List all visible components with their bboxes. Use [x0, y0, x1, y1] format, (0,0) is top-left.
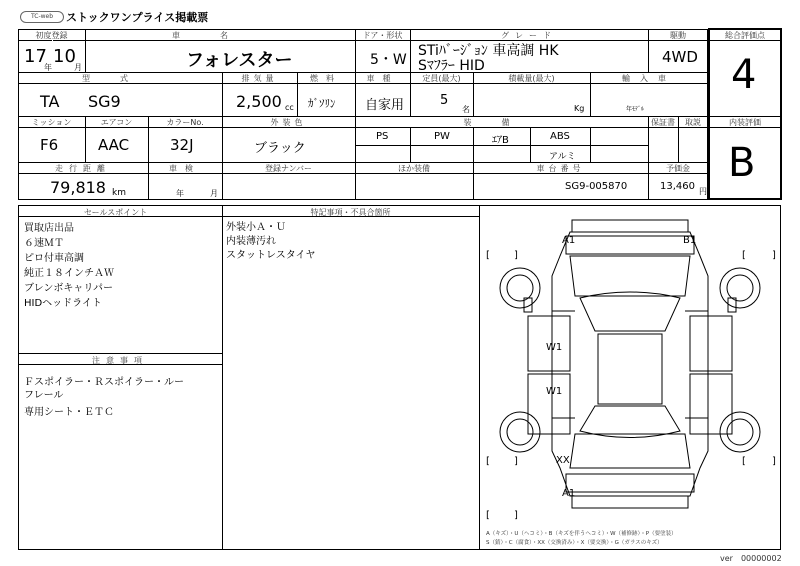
model: SG9	[88, 92, 121, 111]
grade-line2: Sﾏﾌﾗｰ HID	[418, 58, 485, 74]
label-aircon: エアコン	[100, 118, 133, 127]
capacity: 5	[440, 93, 449, 108]
list-item: ブレンボキャリパー	[24, 283, 114, 294]
list-item: HIDヘッドライト	[24, 298, 102, 309]
reg-month: 10	[53, 46, 76, 67]
logo-icon: TC-web	[20, 11, 64, 23]
bracket-close: ]	[514, 456, 518, 467]
equipment-ps: PS	[376, 131, 389, 142]
list-item: 外装小Ａ・Ｕ	[226, 222, 286, 233]
mission: F6	[40, 136, 59, 154]
label-chassis-no: 車台番号	[536, 164, 585, 173]
price: 13,460	[660, 181, 695, 192]
label-mission: ミッション	[31, 118, 72, 127]
label-drive: 駆動	[670, 31, 686, 40]
unit-km: km	[112, 188, 126, 198]
label-car-name: 車名	[172, 31, 268, 40]
damage-mark: A1	[562, 235, 576, 246]
overall-score: 4	[731, 52, 757, 98]
sales-points-list	[24, 221, 114, 311]
label-sales-points: セールスポイント	[84, 208, 148, 217]
car-name: フォレスター	[186, 50, 293, 71]
label-inspection: 車検	[169, 164, 201, 173]
grade-line1: STiﾊﾞｰｼﾞｮﾝ 車高調 HK	[418, 43, 559, 59]
bracket-open: [	[742, 456, 746, 467]
list-item: 純正１８インチＡＷ	[24, 268, 114, 279]
unit-inspection-year: 年	[176, 189, 184, 198]
bracket-open: [	[486, 510, 490, 521]
label-first-reg: 初度登録	[35, 31, 68, 40]
list-item: スタットレスタイヤ	[226, 250, 316, 261]
color-no: 32J	[170, 136, 194, 154]
label-vehicle-type: 車種	[366, 74, 399, 83]
list-item: ピロ付車高調	[24, 253, 84, 264]
ext-color: ブラック	[254, 141, 306, 156]
label-import: 輸入車	[622, 74, 676, 83]
label-color-no: カラーNo.	[166, 118, 204, 127]
bracket-close: ]	[514, 510, 518, 521]
bracket-close: ]	[772, 250, 776, 261]
bracket-open: [	[742, 250, 746, 261]
label-door-shape: ドア・形状	[362, 31, 403, 40]
unit-inspection-month: 月	[210, 189, 218, 198]
label-fuel: 燃料	[310, 74, 342, 83]
damage-mark: W1	[546, 342, 563, 353]
label-grade: グレード	[501, 31, 557, 40]
label-other-equipment: ほか装備	[398, 164, 430, 173]
damage-mark: B1	[683, 235, 697, 246]
reg-year: 17	[24, 46, 47, 67]
damage-mark: XX	[556, 455, 570, 466]
label-mileage: 走行距離	[55, 164, 111, 173]
aircon: AAC	[98, 136, 130, 154]
damage-mark: W1	[546, 386, 563, 397]
label-price: 予価金	[666, 164, 690, 173]
mileage: 79,818	[50, 178, 106, 197]
caution-notes-list	[24, 376, 184, 419]
unit-persons: 名	[462, 105, 470, 114]
label-special-notes: 特記事項・不具合箇所	[310, 208, 391, 217]
car-diagram	[480, 206, 780, 549]
equipment-abs: ABS	[550, 131, 570, 142]
label-interior-score: 内装評価	[729, 118, 761, 127]
label-load: 積載量(最大)	[508, 74, 555, 83]
list-item: フレール	[24, 390, 64, 401]
displacement: 2,500	[236, 92, 282, 111]
list-item: ６速ＭＴ	[24, 238, 64, 249]
chassis-no: SG9-005870	[565, 181, 628, 192]
legend-line2: S（錆）・C（腐食）・XX（交換済み）・X（要交換）・G（ガラスのキズ）	[486, 540, 663, 546]
label-warranty: 保証書	[651, 118, 675, 127]
label-manual: 取説	[685, 118, 701, 127]
label-capacity: 定員(最大)	[422, 74, 461, 83]
equipment-airbag: ｴｱB	[492, 135, 509, 146]
special-notes-list	[226, 221, 316, 263]
label-cautions: 注意事項	[92, 356, 148, 365]
fuel: ｶﾞｿﾘﾝ	[308, 97, 336, 110]
label-model: 型式	[82, 74, 158, 83]
bracket-open: [	[486, 250, 490, 261]
model-prefix: TA	[40, 92, 60, 111]
unit-kg: Kg	[574, 104, 585, 113]
page-title: ストックワンプライス掲載票	[66, 11, 209, 24]
bracket-close: ]	[772, 456, 776, 467]
equipment-alloy: アルミ	[549, 152, 576, 162]
drive: 4WD	[662, 48, 698, 66]
label-plate: 登録ナンバー	[264, 164, 313, 173]
label-ext-color: 外装色	[270, 118, 307, 127]
interior-score: B	[728, 140, 756, 186]
list-item: 専用シート・ＥＴＣ	[24, 407, 114, 418]
bracket-open: [	[486, 456, 490, 467]
list-item: Ｆスポイラー・Ｒスポイラー・ルー	[24, 377, 184, 388]
unit-year: 年	[44, 63, 52, 72]
equipment-pw: PW	[434, 131, 450, 142]
unit-month: 月	[74, 63, 82, 72]
unit-yen: 円	[699, 187, 707, 196]
unit-model-year: 年ﾓﾃﾞﾙ	[626, 106, 645, 113]
damage-mark: A1	[562, 488, 576, 499]
unit-cc: cc	[285, 103, 294, 112]
list-item: 内装薄汚れ	[226, 236, 276, 247]
legend-line1: A（キズ）・U（ヘコミ）・B（キズを伴うヘコミ）・W（補修跡）・P（要塗装）	[486, 531, 677, 537]
bracket-close: ]	[514, 250, 518, 261]
version-label: ver 00000002	[720, 554, 782, 563]
list-item: 買取店出品	[24, 223, 74, 234]
label-displacement: 排気量	[241, 74, 278, 83]
vehicle-type: 自家用	[365, 98, 405, 113]
label-equipment: 装備	[463, 118, 540, 127]
door-shape: 5・W	[370, 52, 407, 68]
label-overall-score: 総合評価点	[725, 31, 765, 40]
